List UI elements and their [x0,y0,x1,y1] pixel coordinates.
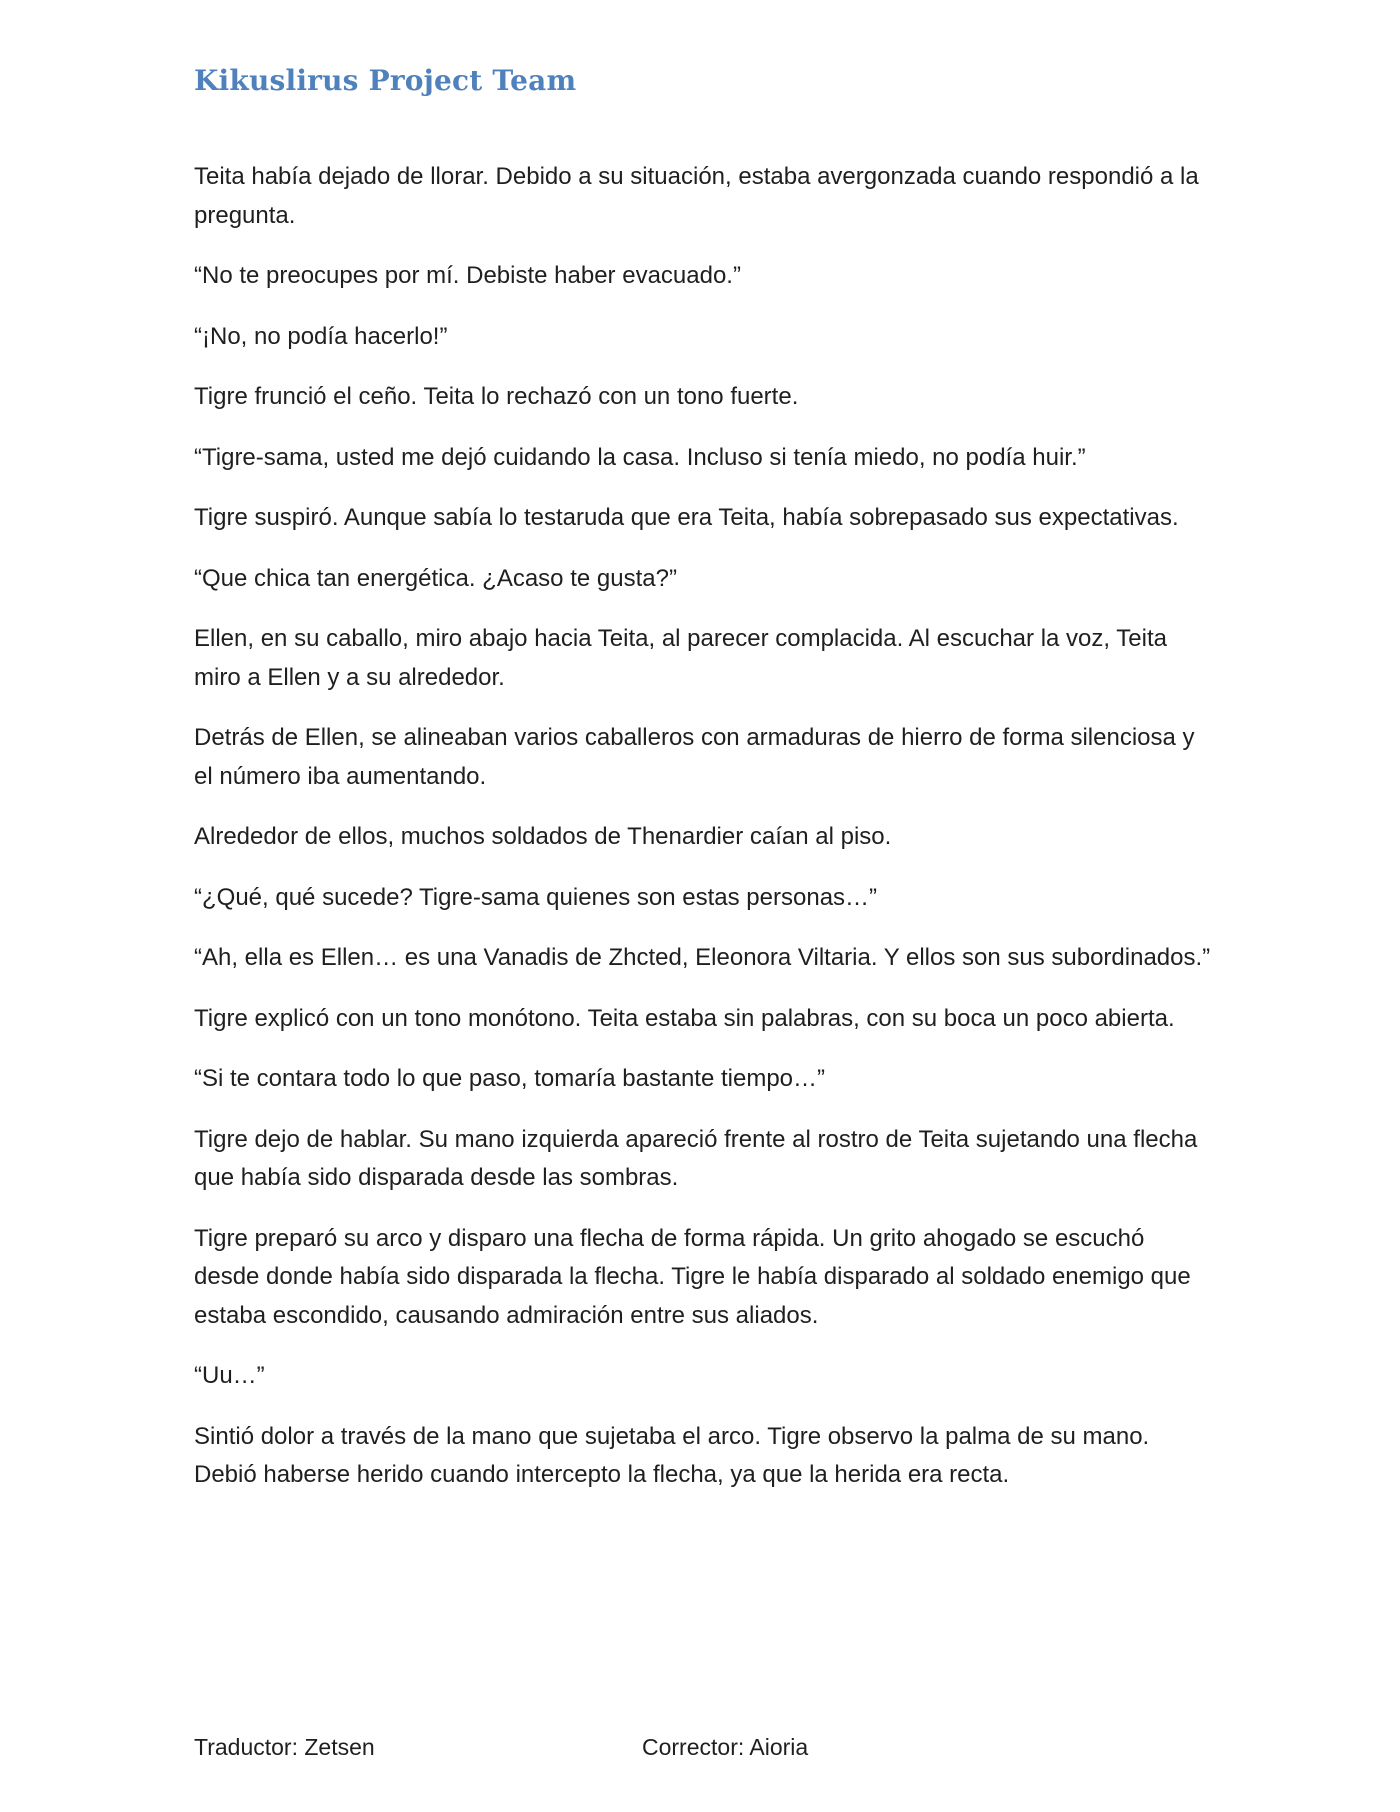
paragraph: Ellen, en su caballo, miro abajo hacia Teita, al parecer complacida. Al escuchar la voz, Teita miro a Ellen y a su alrededor. [194,625,1167,691]
paragraph: Tigre suspiró. Aunque sabía lo testaruda que era Teita, había sobrepasado sus expectativas. [194,504,1179,531]
header-title: Kikuslirus Project Team [194,64,577,97]
paragraph: “Uu…” [194,1362,265,1389]
paragraph: Teita había dejado de llorar. Debido a su situación, estaba avergonzada cuando respondió a la pregunta. [194,163,1199,229]
paragraph: Sintió dolor a través de la mano que sujetaba el arco. Tigre observo la palma de su mano. Debió haberse herido cuando intercepto la flecha, ya que la herida era recta. [194,1422,1150,1488]
paragraph: Detrás de Ellen, se alineaban varios caballeros con armaduras de hierro de forma silenciosa y el número iba aumentando. [194,724,1195,790]
paragraph: Alrededor de ellos, muchos soldados de Thenardier caían al piso. [194,823,892,850]
corrector-credit: Corrector: Aioria [642,1734,809,1760]
document-body [194,158,1214,1517]
paragraph: “Si te contara todo lo que paso, tomaría bastante tiempo…” [194,1065,826,1092]
paragraph: “¡No, no podía hacerlo!” [194,322,448,350]
paragraph: “Que chica tan energética. ¿Acaso te gusta?” [194,564,677,592]
paragraph: Tigre preparó su arco y disparo una flecha de forma rápida. Un grito ahogado se escuchó desde donde había sido disparada la flecha. Tigre le había disparado al soldado enemigo que estaba escondido, causando admiración entre sus aliados. [194,1224,1191,1329]
paragraph: “Ah, ella es Ellen… es una Vanadis de Zhcted, Eleonora Viltaria. Y ellos son sus subordinados.” [194,944,1211,971]
paragraph: Tigre frunció el ceño. Teita lo rechazó con un tono fuerte. [194,383,799,410]
paragraph: “¿Qué, qué sucede? Tigre-sama quienes son estas personas…” [194,883,878,911]
paragraph: “Tigre-sama, usted me dejó cuidando la casa. Incluso si tenía miedo, no podía huir.” [194,443,1086,471]
paragraph: Tigre dejo de hablar. Su mano izquierda apareció frente al rostro de Teita sujetando una flecha que había sido disparada desde las sombras. [194,1125,1198,1191]
translator-credit: Traductor: Zetsen [194,1734,375,1760]
page-footer [194,1734,1214,1774]
paragraph: Tigre explicó con un tono monótono. Teita estaba sin palabras, con su boca un poco abierta. [194,1004,1175,1032]
paragraph: “No te preocupes por mí. Debiste haber evacuado.” [194,262,741,289]
